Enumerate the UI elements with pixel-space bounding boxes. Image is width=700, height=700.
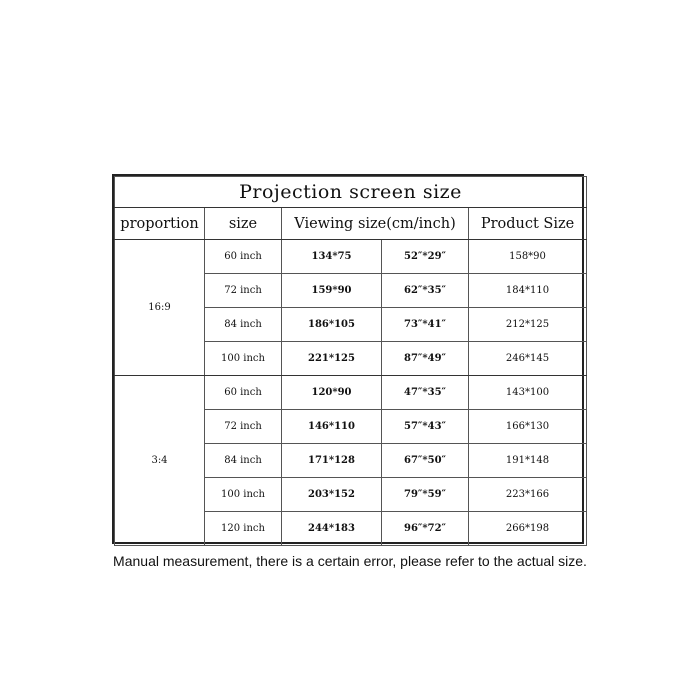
size-cell: 100 inch (205, 478, 282, 512)
header-row (115, 208, 587, 240)
size-cell: 120 inch (205, 512, 282, 546)
size-cell: 84 inch (205, 444, 282, 478)
size-chart (112, 174, 584, 544)
viewing-cm-cell: 244*183 (282, 512, 382, 546)
product-size-cell: 143*100 (469, 376, 587, 410)
measurement-note: Manual measurement, there is a certain error, please refer to the actual size. (113, 553, 587, 569)
table-title: Projection screen size (115, 177, 587, 208)
size-cell: 60 inch (205, 376, 282, 410)
viewing-inch-cell: 57″*43″ (382, 410, 469, 444)
viewing-cm-cell: 186*105 (282, 308, 382, 342)
product-size-cell: 191*148 (469, 444, 587, 478)
size-cell: 100 inch (205, 342, 282, 376)
viewing-cm-cell: 120*90 (282, 376, 382, 410)
viewing-cm-cell: 221*125 (282, 342, 382, 376)
proportion-cell: 16:9 (115, 240, 205, 376)
product-size-cell: 184*110 (469, 274, 587, 308)
product-size-cell: 212*125 (469, 308, 587, 342)
group-16-9 (115, 240, 587, 376)
product-size-cell: 158*90 (469, 240, 587, 274)
header-viewing-size: Viewing size(cm/inch) (282, 208, 469, 240)
viewing-cm-cell: 159*90 (282, 274, 382, 308)
header-proportion: proportion (115, 208, 205, 240)
viewing-inch-cell: 79″*59″ (382, 478, 469, 512)
title-row (115, 177, 587, 208)
product-size-cell: 223*166 (469, 478, 587, 512)
viewing-cm-cell: 203*152 (282, 478, 382, 512)
viewing-inch-cell: 67″*50″ (382, 444, 469, 478)
size-cell: 72 inch (205, 274, 282, 308)
header-size: size (205, 208, 282, 240)
viewing-cm-cell: 171*128 (282, 444, 382, 478)
header-product-size: Product Size (469, 208, 587, 240)
table-row (115, 240, 587, 274)
viewing-cm-cell: 146*110 (282, 410, 382, 444)
size-cell: 72 inch (205, 410, 282, 444)
viewing-inch-cell: 62″*35″ (382, 274, 469, 308)
product-size-cell: 246*145 (469, 342, 587, 376)
size-cell: 84 inch (205, 308, 282, 342)
viewing-inch-cell: 87″*49″ (382, 342, 469, 376)
product-size-cell: 266*198 (469, 512, 587, 546)
viewing-inch-cell: 73″*41″ (382, 308, 469, 342)
size-cell: 60 inch (205, 240, 282, 274)
size-table (114, 176, 587, 546)
viewing-cm-cell: 134*75 (282, 240, 382, 274)
proportion-cell: 3:4 (115, 376, 205, 546)
viewing-inch-cell: 96″*72″ (382, 512, 469, 546)
group-3-4 (115, 376, 587, 546)
table-row (115, 376, 587, 410)
viewing-inch-cell: 47″*35″ (382, 376, 469, 410)
viewing-inch-cell: 52″*29″ (382, 240, 469, 274)
product-size-cell: 166*130 (469, 410, 587, 444)
